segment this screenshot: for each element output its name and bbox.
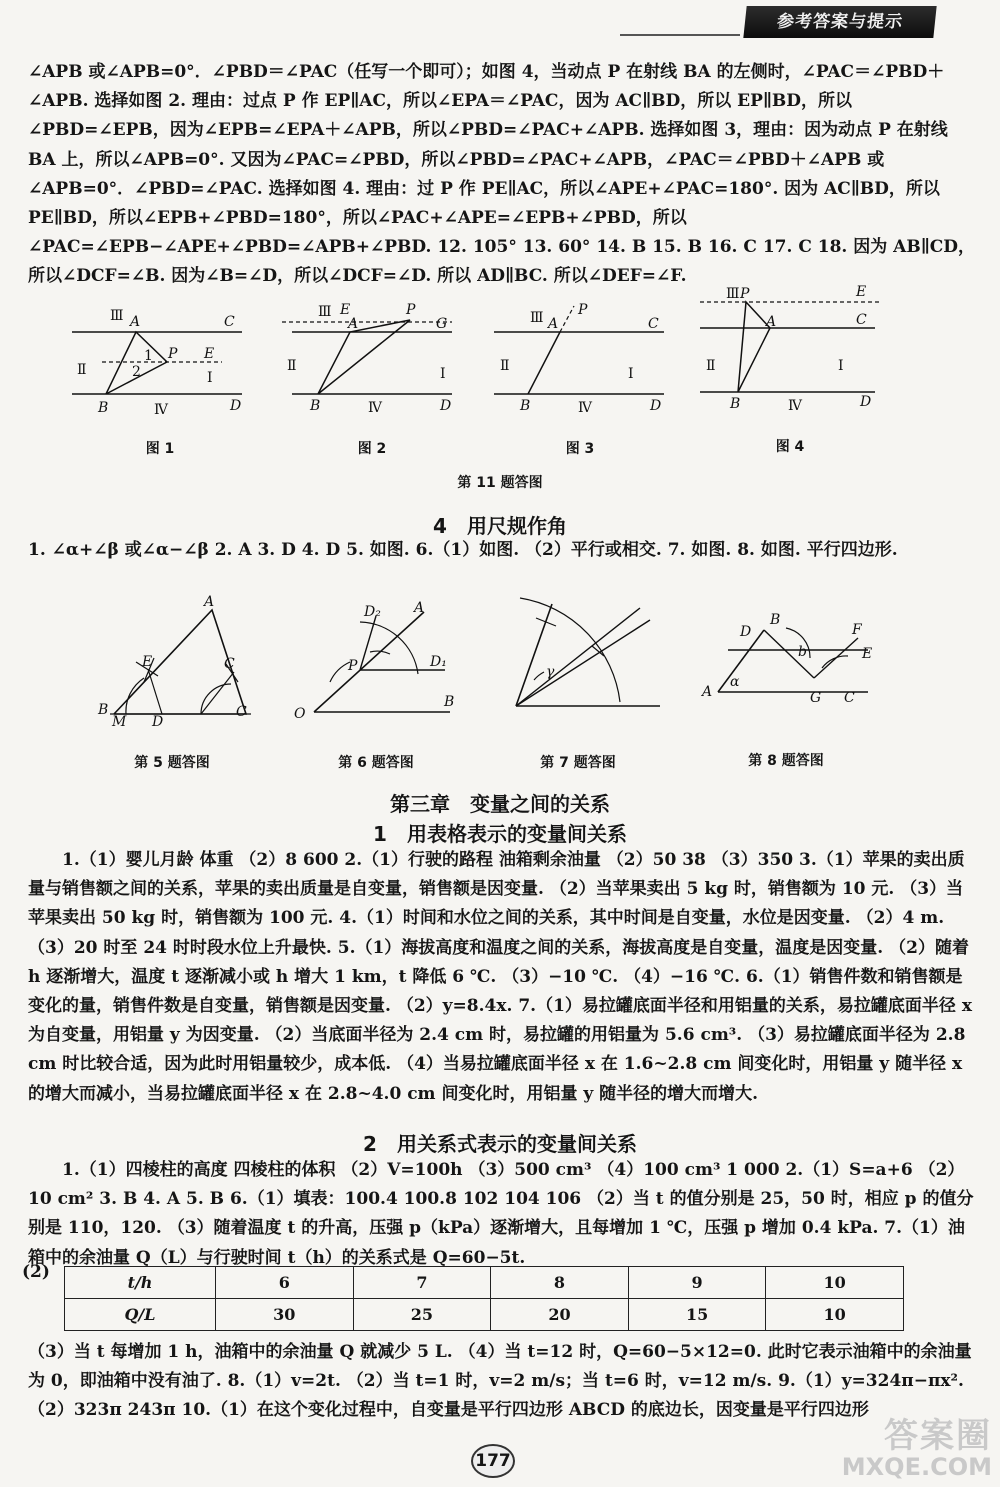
answer-paragraph-11: ∠APB 或∠APB=0°．∠PBD＝∠PAC（任写一个即可）；如图 4，当动点 P 在射线 BA 的左侧时，∠PAC＝∠PBD＋∠APB. 选择如图 2. 理由：过点 P 作 EP∥AC，所以∠EPA＝∠PAC，因为 AC∥BD，所以 EP∥BD，所以∠PBD=∠EPB，因为∠EPB=∠EPA＋∠APB，所以∠PBD=∠PAC+∠APB. 选择如图 3，理由：因为动点 P 在射线 BA 上，所以∠APB=0°. 又因为∠PAC=∠PBD，所以∠PBD=∠PAC+∠APB，∠PAC＝∠PBD＋∠APB 或∠APB=0°．∠PBD=∠PAC. 选择如图 4. 理由：过 P 作 PE∥AC，所以∠APE+∠PAC=180°. 因为 AC∥BD，所以 PE∥BD，所以∠EPB+∠PBD=180°，所以∠PAC+∠APE=∠EPB+∠PBD，所以∠PAC=∠EPB−∠APE+∠PBD=∠APB+∠PBD. 12. 105° 13. 60° 14. B 15. B 16. C 17. C 18. 因为 AB∥CD，所以∠DCF=∠B. 因为∠B=∠D，所以∠DCF=∠D. 所以 AD∥BC. 所以∠DEF=∠F. [28, 62, 976, 287]
figure-11-1-caption: 图 1 [145, 441, 175, 457]
table-cell: 25 [353, 1299, 491, 1331]
answer-paragraph-3-2: 1.（1）四棱柱的高度 四棱柱的体积 （2）V=100h （3）500 cm³ （4）100 cm³ 1 000 2.（1）S=a+6 （2）10 cm² 3. B 4. A 5. B 6.（1）填表：100.4 100.8 102 104 106 （2）当 t 的值分别是 25，50 时，相应 p 的值分别是 110，120. （3）随着温度 t 的升高，压强 p（kPa）逐渐增大，且每增加 1 ℃，压强 p 增加 0.4 kPa. 7.（1）油箱中的余油量 Q（L）与行驶时间 t（h）的关系式是 Q=60−5t. [28, 1160, 974, 1268]
point-a-label: A [348, 316, 359, 332]
point-m-label: M [112, 714, 127, 730]
table-cell: 6 [216, 1267, 354, 1299]
angle-2-label: 2 [132, 364, 141, 380]
figure-q6 [290, 592, 465, 736]
answer-paragraph-3-1: 1.（1）婴儿月龄 体重 （2）8 600 2.（1）行驶的路程 油箱剩余油量 （2）50 38 （3）350 3.（1）苹果的卖出质量与销售额之间的关系，苹果的卖出质量是自变量，销售额是因变量. （2）当苹果卖出 5 kg 时，销售额为 10 元. （3）当苹果卖出 50 kg 时，销售额为 100 元. 4.（1）时间和水位之间的关系，其中时间是自变量，水位是因变量. （2）4 m. （3）20 时至 24 时时段水位上升最快. 5.（1）海拔高度和温度之间的关系，海拔高度是自变量，温度是因变量. （2）随着 h 逐渐增大，温度 t 逐渐减小或 h 增大 1 km，t 降低 6 ℃. （3）−10 ℃. （4）−16 ℃. 6.（1）销售件数和销售额是变化的量，销售件数是自变量，销售额是因变量. （2）y=8.4x. 7.（1）易拉罐底面半径和用铝量的关系，易拉罐底面半径 x 为自变量，用铝量 y 为因变量. （2）当底面半径为 2.4 cm 时，易拉罐的用铝量为 5.6 cm³. （3）易拉罐底面半径为 2.8 cm 时比较合适，因为此时用铝量较少，成本低. （4）当易拉罐底面半径 x 在 1.6~2.8 cm 间变化时，用铝量 y 随半径 x 的增大而减小，当易拉罐底面半径 x 在 2.8~4.0 cm 间变化时，用铝量 y 随半径的增大而增大. [28, 850, 972, 1104]
table-row [65, 1299, 904, 1331]
table-cell: 10 [766, 1267, 904, 1299]
point-c-label: C [844, 690, 855, 706]
figure-11-3-caption: 图 3 [565, 441, 595, 457]
section-3-2-title: 2 用关系式表示的变量间关系 [363, 1132, 637, 1156]
region-2-label: Ⅱ [77, 362, 87, 378]
region-3-label: Ⅲ [726, 286, 740, 302]
point-g-label: G [810, 690, 822, 706]
region-1-label: Ⅰ [628, 366, 634, 382]
point-o-label: O [294, 706, 306, 722]
point-p-label: P [348, 658, 358, 674]
answer-paragraph-3-2-continued: （3）当 t 每增加 1 h，油箱中的余油量 Q 就减少 5 L. （4）当 t=12 时，Q=60−5×12=0. 此时它表示油箱中的余油量为 0，即油箱中没有油了. 8.（1）v=2t. （2）当 t=1 时，v=2 m/s；当 t=6 时，v=12 m/s. 9.（1）y=324π−πx². （2）323π 243π 10.（1）在这个变化过程中，自变量是平行四边形 ABCD 的底边长，因变量是平行四边形 [28, 1342, 972, 1421]
section-3-1-title: 1 用表格表示的变量间关系 [373, 822, 627, 846]
table-cell: 10 [766, 1299, 904, 1331]
point-d-label: D [440, 398, 452, 414]
figure-q6-caption: 第 6 题答图 [338, 755, 414, 771]
figure-q7 [500, 590, 665, 734]
point-b-label: B [520, 398, 531, 414]
region-1-label: Ⅰ [838, 358, 844, 374]
point-p-label: P [740, 286, 750, 302]
point-p-label: P [578, 302, 588, 318]
page-number: 177 [471, 1444, 515, 1478]
point-e-label: E [862, 646, 873, 662]
point-a-label: A [702, 684, 713, 700]
point-d-label: D [650, 398, 662, 414]
header-label: 参考答案与提示 [743, 6, 936, 38]
point-p-label: P [406, 302, 416, 318]
table-cell: 8 [491, 1267, 629, 1299]
point-c2-label: C [236, 704, 247, 720]
figure-11-4 [700, 282, 885, 426]
point-e-label: E [340, 302, 351, 318]
table-label: (2) [22, 1262, 50, 1282]
table-row [65, 1267, 904, 1299]
point-d-label: D [152, 714, 164, 730]
figure-11-4-caption: 图 4 [775, 439, 805, 455]
point-a-label: A [766, 314, 777, 330]
figure-11-2-caption: 图 2 [357, 441, 387, 457]
table-cell: 20 [491, 1299, 629, 1331]
point-f-label: F [852, 622, 862, 638]
section-4-title: 4 用尺规作角 [433, 514, 567, 538]
point-d-label: D [230, 398, 242, 414]
point-b-label: B [310, 398, 321, 414]
region-2-label: Ⅱ [287, 358, 297, 374]
figure-11-title: 第 11 题答图 [457, 475, 543, 491]
figure-11-1 [72, 302, 247, 426]
region-3-label: Ⅲ [530, 310, 544, 326]
point-a-label: A [130, 314, 141, 330]
point-d2-label: D₂ [364, 604, 381, 620]
region-1-label: Ⅰ [207, 370, 213, 386]
point-a-label: A [414, 600, 425, 616]
point-g-label: G [436, 316, 448, 332]
region-1-label: Ⅰ [440, 366, 446, 382]
table-cell: 7 [353, 1267, 491, 1299]
point-p-label: P [168, 346, 178, 362]
region-3-label: Ⅲ [318, 304, 332, 320]
table-cell: 9 [628, 1267, 766, 1299]
chapter-3-title: 第三章 变量之间的关系 [390, 792, 610, 816]
point-a-label: A [548, 316, 559, 332]
figure-q8-caption: 第 8 题答图 [748, 753, 824, 769]
point-d1-label: D₁ [430, 654, 447, 670]
region-4-label: Ⅳ [578, 400, 592, 416]
fuel-table [64, 1266, 904, 1331]
point-b-label: B [98, 400, 109, 416]
answer-paragraph-section-4: 1. ∠α+∠β 或∠α−∠β 2. A 3. D 4. D 5. 如图. 6.（1）如图. （2）平行或相交. 7. 如图. 8. 如图. 平行四边形. [28, 540, 898, 560]
angle-gamma-label: γ [546, 664, 555, 680]
point-e-label: E [142, 654, 153, 670]
angle-alpha-label: α [730, 674, 740, 690]
angle-b-label: b [798, 644, 807, 660]
point-c-label: C [648, 316, 659, 332]
point-c-label: C [224, 656, 235, 672]
figure-q5 [96, 592, 266, 736]
region-2-label: Ⅱ [500, 358, 510, 374]
point-b-label: B [770, 612, 781, 628]
figure-11-3 [494, 298, 669, 427]
watermark-url: MXQE.COM [841, 1453, 992, 1481]
table-cell: t/h [65, 1267, 216, 1299]
angle-1-label: 1 [144, 348, 153, 364]
watermark [812, 1418, 992, 1482]
point-e-label: E [204, 346, 215, 362]
point-b-label: B [444, 694, 455, 710]
region-4-label: Ⅳ [368, 400, 382, 416]
table-cell: 30 [216, 1299, 354, 1331]
watermark-text: 答案圈 [884, 1416, 992, 1456]
point-c-label: C [224, 314, 235, 330]
figure-q7-caption: 第 7 题答图 [540, 755, 616, 771]
point-d-label: D [740, 624, 752, 640]
point-b-label: B [98, 702, 109, 718]
header-rule [620, 34, 740, 36]
figure-q8 [698, 608, 888, 722]
table-cell: 15 [628, 1299, 766, 1331]
point-c-label: C [856, 312, 867, 328]
table-cell: Q/L [65, 1299, 216, 1331]
point-b-label: B [730, 396, 741, 412]
region-4-label: Ⅳ [788, 398, 802, 414]
point-d-label: D [860, 394, 872, 410]
region-4-label: Ⅳ [154, 402, 168, 418]
point-a-label: A [204, 594, 215, 610]
figure-11-2 [282, 298, 467, 427]
figure-q5-caption: 第 5 题答图 [134, 755, 210, 771]
point-e-label: E [856, 284, 867, 300]
region-2-label: Ⅱ [706, 358, 716, 374]
region-3-label: Ⅲ [110, 308, 124, 324]
